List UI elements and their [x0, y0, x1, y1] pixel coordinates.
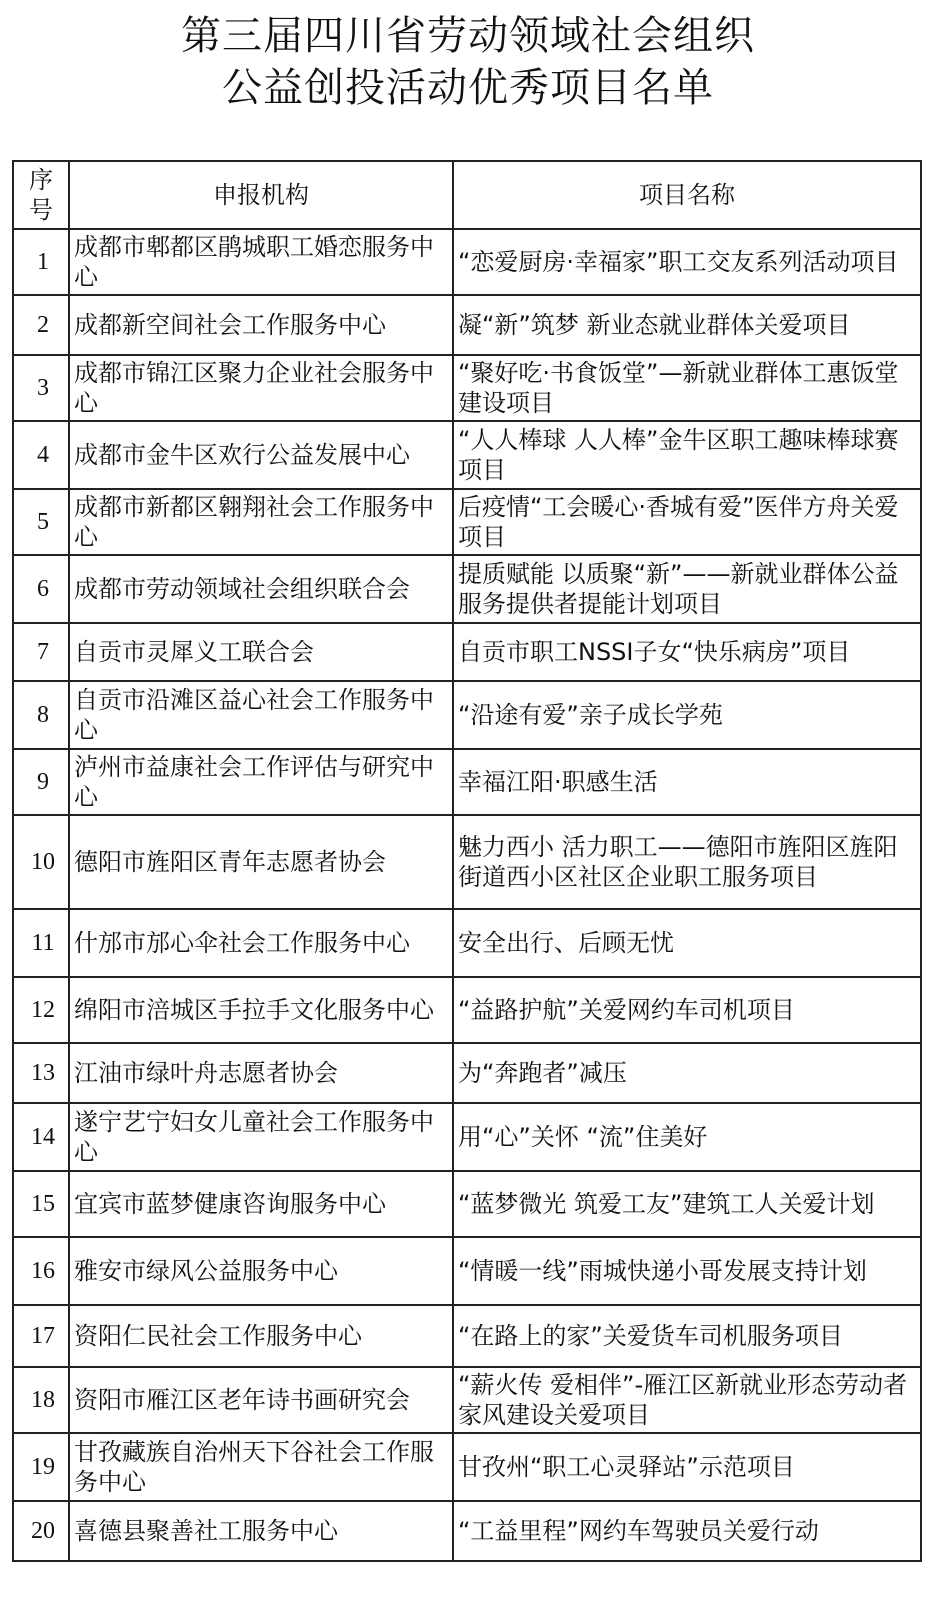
org-name: 江油市绿叶舟志愿者协会 [69, 1043, 453, 1103]
org-name: 成都新空间社会工作服务中心 [69, 295, 453, 355]
row-number: 11 [13, 909, 69, 977]
row-number: 3 [13, 355, 69, 421]
project-name: “情暖一线”雨城快递小哥发展支持计划 [453, 1237, 921, 1305]
table-row [13, 681, 921, 749]
project-name: 魅力西小 活力职工——德阳市旌阳区旌阳街道西小区社区企业职工服务项目 [453, 815, 921, 909]
row-number: 1 [13, 229, 69, 295]
project-name: 幸福江阳·职感生活 [453, 749, 921, 815]
row-number: 13 [13, 1043, 69, 1103]
project-name: 用“心”关怀 “流”住美好 [453, 1103, 921, 1171]
org-name: 成都市郫都区鹃城职工婚恋服务中心 [69, 229, 453, 295]
row-number: 15 [13, 1171, 69, 1237]
org-name: 遂宁艺宁妇女儿童社会工作服务中心 [69, 1103, 453, 1171]
org-name: 泸州市益康社会工作评估与研究中心 [69, 749, 453, 815]
table-row [13, 229, 921, 295]
table-row [13, 1433, 921, 1501]
project-name: 凝“新”筑梦 新业态就业群体关爱项目 [453, 295, 921, 355]
row-number: 18 [13, 1367, 69, 1433]
org-name: 资阳市雁江区老年诗书画研究会 [69, 1367, 453, 1433]
project-name: “聚好吃·书食饭堂”—新就业群体工惠饭堂建设项目 [453, 355, 921, 421]
org-name: 成都市劳动领域社会组织联合会 [69, 555, 453, 623]
row-number: 16 [13, 1237, 69, 1305]
table-row [13, 749, 921, 815]
table-row [13, 815, 921, 909]
table-row [13, 623, 921, 681]
table-row [13, 295, 921, 355]
org-name: 德阳市旌阳区青年志愿者协会 [69, 815, 453, 909]
table-row [13, 355, 921, 421]
title-line-2: 公益创投活动优秀项目名单 [222, 65, 714, 111]
org-name: 自贡市沿滩区益心社会工作服务中心 [69, 681, 453, 749]
org-name: 成都市锦江区聚力企业社会服务中心 [69, 355, 453, 421]
project-name: 安全出行、后顾无忧 [453, 909, 921, 977]
org-name: 成都市新都区翱翔社会工作服务中心 [69, 489, 453, 555]
project-name: “益路护航”关爱网约车司机项目 [453, 977, 921, 1043]
project-list-table [12, 160, 922, 1562]
row-number: 19 [13, 1433, 69, 1501]
row-number: 5 [13, 489, 69, 555]
project-name: “在路上的家”关爱货车司机服务项目 [453, 1305, 921, 1367]
table-header-row [13, 161, 921, 229]
title-line-1: 第三届四川省劳动领域社会组织 [181, 13, 755, 59]
project-name: “蓝梦微光 筑爱工友”建筑工人关爱计划 [453, 1171, 921, 1237]
project-name: “人人棒球 人人棒”金牛区职工趣味棒球赛项目 [453, 421, 921, 489]
table-row [13, 1305, 921, 1367]
project-name: 甘孜州“职工心灵驿站”示范项目 [453, 1433, 921, 1501]
project-name: “恋爱厨房·幸福家”职工交友系列活动项目 [453, 229, 921, 295]
row-number: 10 [13, 815, 69, 909]
table-row [13, 1237, 921, 1305]
table-row [13, 1103, 921, 1171]
row-number: 2 [13, 295, 69, 355]
table-row [13, 421, 921, 489]
org-name: 什邡市邡心伞社会工作服务中心 [69, 909, 453, 977]
org-name: 宜宾市蓝梦健康咨询服务中心 [69, 1171, 453, 1237]
row-number: 7 [13, 623, 69, 681]
row-number: 6 [13, 555, 69, 623]
org-name: 成都市金牛区欢行公益发展中心 [69, 421, 453, 489]
column-header-no-label: 序 号 [29, 166, 53, 224]
column-header-org: 申报机构 [69, 161, 453, 229]
row-number: 9 [13, 749, 69, 815]
org-name: 资阳仁民社会工作服务中心 [69, 1305, 453, 1367]
table-row [13, 1501, 921, 1561]
column-header-project: 项目名称 [453, 161, 921, 229]
project-name: 为“奔跑者”减压 [453, 1043, 921, 1103]
org-name: 自贡市灵犀义工联合会 [69, 623, 453, 681]
table-row [13, 1367, 921, 1433]
table-row [13, 1171, 921, 1237]
row-number: 14 [13, 1103, 69, 1171]
project-name: “沿途有爱”亲子成长学苑 [453, 681, 921, 749]
row-number: 12 [13, 977, 69, 1043]
project-name: “薪火传 爱相伴”-雁江区新就业形态劳动者家风建设关爱项目 [453, 1367, 921, 1433]
project-name: “工益里程”网约车驾驶员关爱行动 [453, 1501, 921, 1561]
table-row [13, 909, 921, 977]
document-title [0, 10, 936, 114]
row-number: 20 [13, 1501, 69, 1561]
org-name: 雅安市绿风公益服务中心 [69, 1237, 453, 1305]
project-name: 自贡市职工NSSI子女“快乐病房”项目 [453, 623, 921, 681]
table-row [13, 1043, 921, 1103]
org-name: 喜德县聚善社工服务中心 [69, 1501, 453, 1561]
table-row [13, 489, 921, 555]
table-row [13, 977, 921, 1043]
project-name: 提质赋能 以质聚“新”——新就业群体公益服务提供者提能计划项目 [453, 555, 921, 623]
org-name: 甘孜藏族自治州天下谷社会工作服务中心 [69, 1433, 453, 1501]
column-header-no [13, 161, 69, 229]
table-row [13, 555, 921, 623]
row-number: 17 [13, 1305, 69, 1367]
row-number: 8 [13, 681, 69, 749]
project-name: 后疫情“工会暖心·香城有爱”医伴方舟关爱项目 [453, 489, 921, 555]
org-name: 绵阳市涪城区手拉手文化服务中心 [69, 977, 453, 1043]
row-number: 4 [13, 421, 69, 489]
